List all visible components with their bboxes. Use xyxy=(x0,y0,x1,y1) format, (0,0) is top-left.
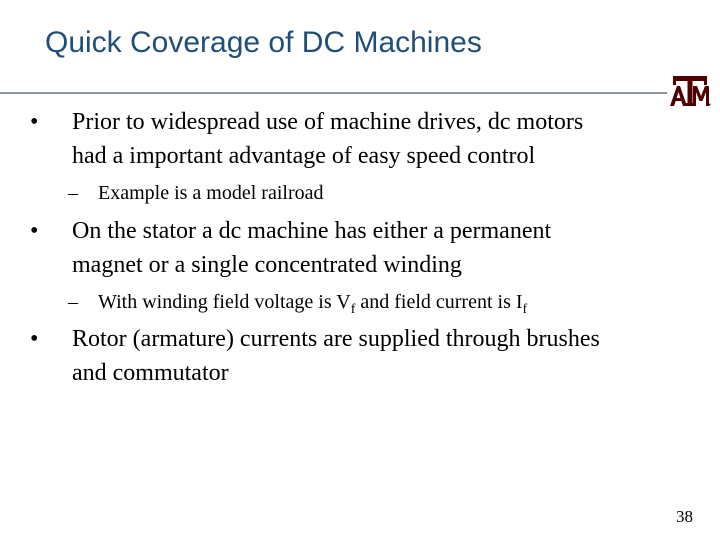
bullet-line: and commutator xyxy=(72,360,229,386)
sub-bullet-text: Example is a model railroad xyxy=(98,182,324,204)
bullet-line: magnet or a single concentrated winding xyxy=(72,252,462,278)
voltage-subscript: f xyxy=(350,302,356,317)
current-subscript: f xyxy=(522,302,528,317)
sub-bullet-marker: – xyxy=(68,182,78,204)
bullet-line: Rotor (armature) currents are supplied through brushes xyxy=(72,326,600,352)
sub-bullet-text-b: and field current is I xyxy=(355,291,523,313)
bullet-marker: • xyxy=(30,218,39,244)
bullet-marker: • xyxy=(30,109,39,135)
page-number: 38 xyxy=(676,507,693,526)
sub-bullet-text xyxy=(98,289,527,323)
sub-bullet-marker: – xyxy=(68,291,78,313)
bullet-line: Prior to widespread use of machine drives, dc motors xyxy=(72,109,584,135)
slide-title: Quick Coverage of DC Machines xyxy=(45,26,482,59)
bullet-line: On the stator a dc machine has either a permanent xyxy=(72,218,552,244)
bullet-line: had a important advantage of easy speed control xyxy=(72,143,536,169)
bullet-marker: • xyxy=(30,326,39,352)
sub-bullet-text-a: With winding field voltage is V xyxy=(98,291,351,313)
